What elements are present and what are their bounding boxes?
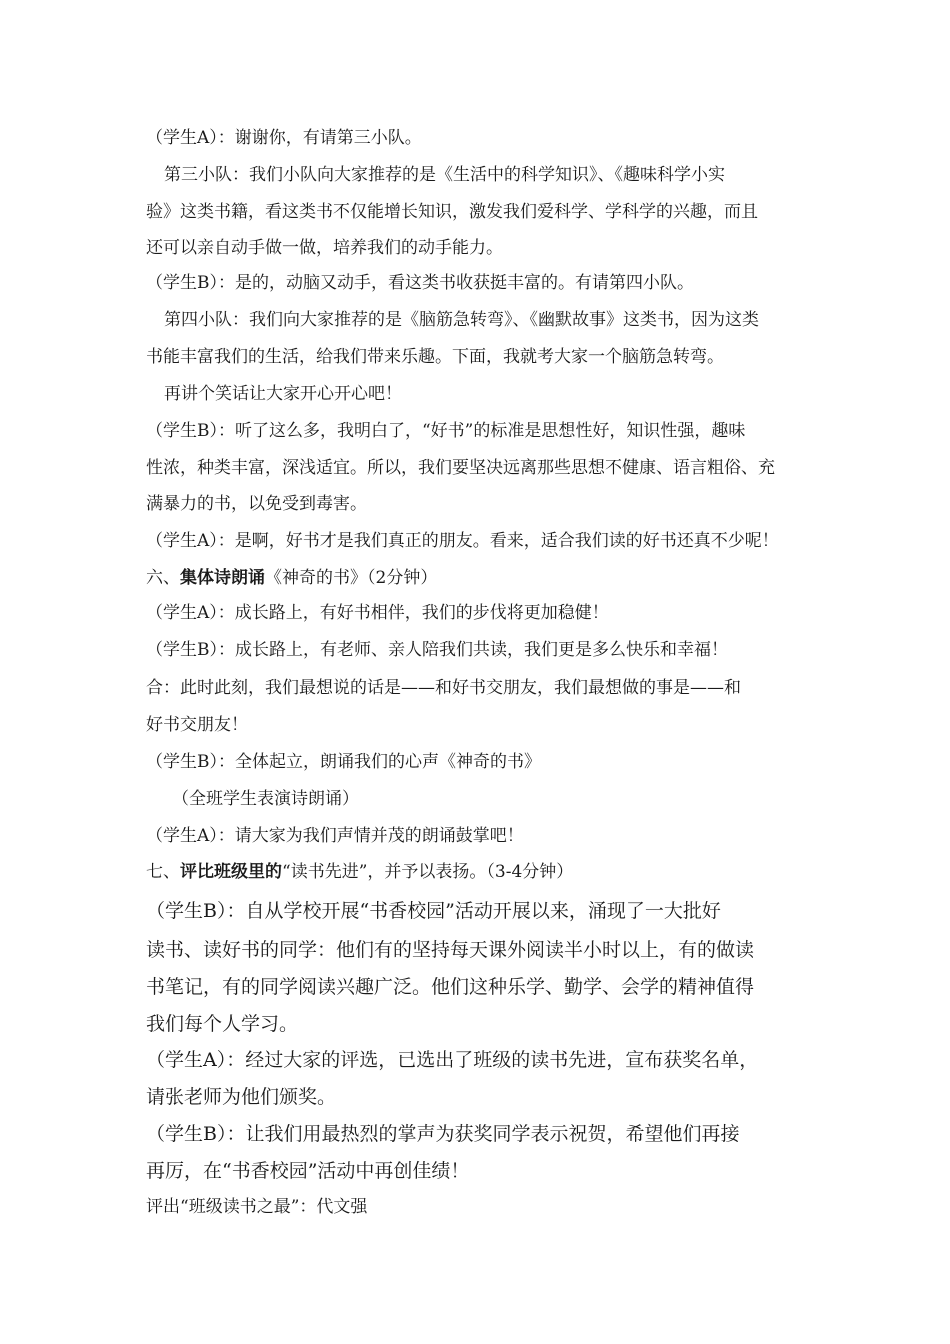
paragraph-line: （学生B）：成长路上，有老师、亲人陪我们共读，我们更是多么快乐和幸福！ [146, 640, 728, 660]
paragraph-line: （学生B）：听了这么多，我明白了，“好书”的标准是思想性好，知识性强，趣味 [146, 421, 746, 441]
paragraph-line: （全班学生表演诗朗诵） [172, 789, 359, 809]
paragraph-line: （学生A）：请大家为我们声情并茂的朗诵鼓掌吧！ [146, 826, 524, 846]
paragraph-line: （学生B）：全体起立，朗诵我们的心声《神奇的书》 [146, 752, 541, 772]
section-title: 评比班级里的 [180, 862, 282, 882]
paragraph-line: 好书交朋友！ [146, 715, 248, 735]
paragraph-line: （学生A）：成长路上，有好书相伴，我们的步伐将更加稳健！ [146, 603, 609, 623]
paragraph-line: 再厉，在“书香校园”活动中再创佳绩！ [146, 1160, 470, 1182]
paragraph-line: （学生B）：自从学校开展“书香校园”活动开展以来，涌现了一大批好 [146, 900, 721, 922]
section-heading-7 [146, 862, 573, 882]
section-subtitle: 《神奇的书》（2分钟） [265, 568, 438, 588]
paragraph-line: （学生A）：是啊，好书才是我们真正的朋友。看来，适合我们读的好书还真不少呢！ [146, 531, 779, 551]
paragraph-line: （学生A）：谢谢你，有请第三小队。 [146, 128, 422, 148]
section-subtitle: “读书先进”，并予以表扬。（3-4分钟） [282, 862, 574, 882]
paragraph-line: 第三小队：我们小队向大家推荐的是《生活中的科学知识》、《趣味科学小实 [164, 165, 725, 185]
paragraph-line: 第四小队：我们向大家推荐的是《脑筋急转弯》、《幽默故事》这类书，因为这类 [164, 310, 759, 330]
paragraph-line: 书能丰富我们的生活，给我们带来乐趣。下面，我就考大家一个脑筋急转弯。 [146, 347, 724, 367]
paragraph-line: （学生B）：是的，动脑又动手，看这类书收获挺丰富的。有请第四小队。 [146, 273, 694, 293]
paragraph-line: 读书、读好书的同学：他们有的坚持每天课外阅读半小时以上，有的做读 [146, 939, 755, 961]
section-title: 集体诗朗诵 [180, 568, 265, 588]
paragraph-line: 书笔记，有的同学阅读兴趣广泛。他们这种乐学、勤学、会学的精神值得 [146, 976, 755, 998]
paragraph-line: 请张老师为他们颁奖。 [146, 1086, 337, 1108]
paragraph-line: 还可以亲自动手做一做，培养我们的动手能力。 [146, 238, 503, 258]
paragraph-line: 验》这类书籍，看这类书不仅能增长知识，激发我们爱科学、学科学的兴趣，而且 [146, 202, 758, 222]
paragraph-line: 满暴力的书，以免受到毒害。 [146, 494, 367, 514]
paragraph-line: 性浓，种类丰富，深浅适宜。所以，我们要坚决远离那些思想不健康、语言粗俗、充 [146, 458, 775, 478]
section-number: 七、 [146, 862, 180, 882]
section-heading-6 [146, 568, 437, 588]
paragraph-line: （学生B）：让我们用最热烈的掌声为获奖同学表示祝贺，希望他们再接 [146, 1123, 740, 1145]
section-number: 六、 [146, 568, 180, 588]
paragraph-line: 我们每个人学习。 [146, 1013, 299, 1035]
paragraph-line: （学生A）：经过大家的评选，已选出了班级的读书先进，宣布获奖名单， [146, 1049, 759, 1071]
paragraph-line: 合：此时此刻，我们最想说的话是——和好书交朋友，我们最想做的事是——和 [146, 678, 741, 698]
paragraph-line: 再讲个笑话让大家开心开心吧！ [164, 384, 402, 404]
paragraph-line: 评出“班级读书之最”：代文强 [146, 1197, 368, 1217]
